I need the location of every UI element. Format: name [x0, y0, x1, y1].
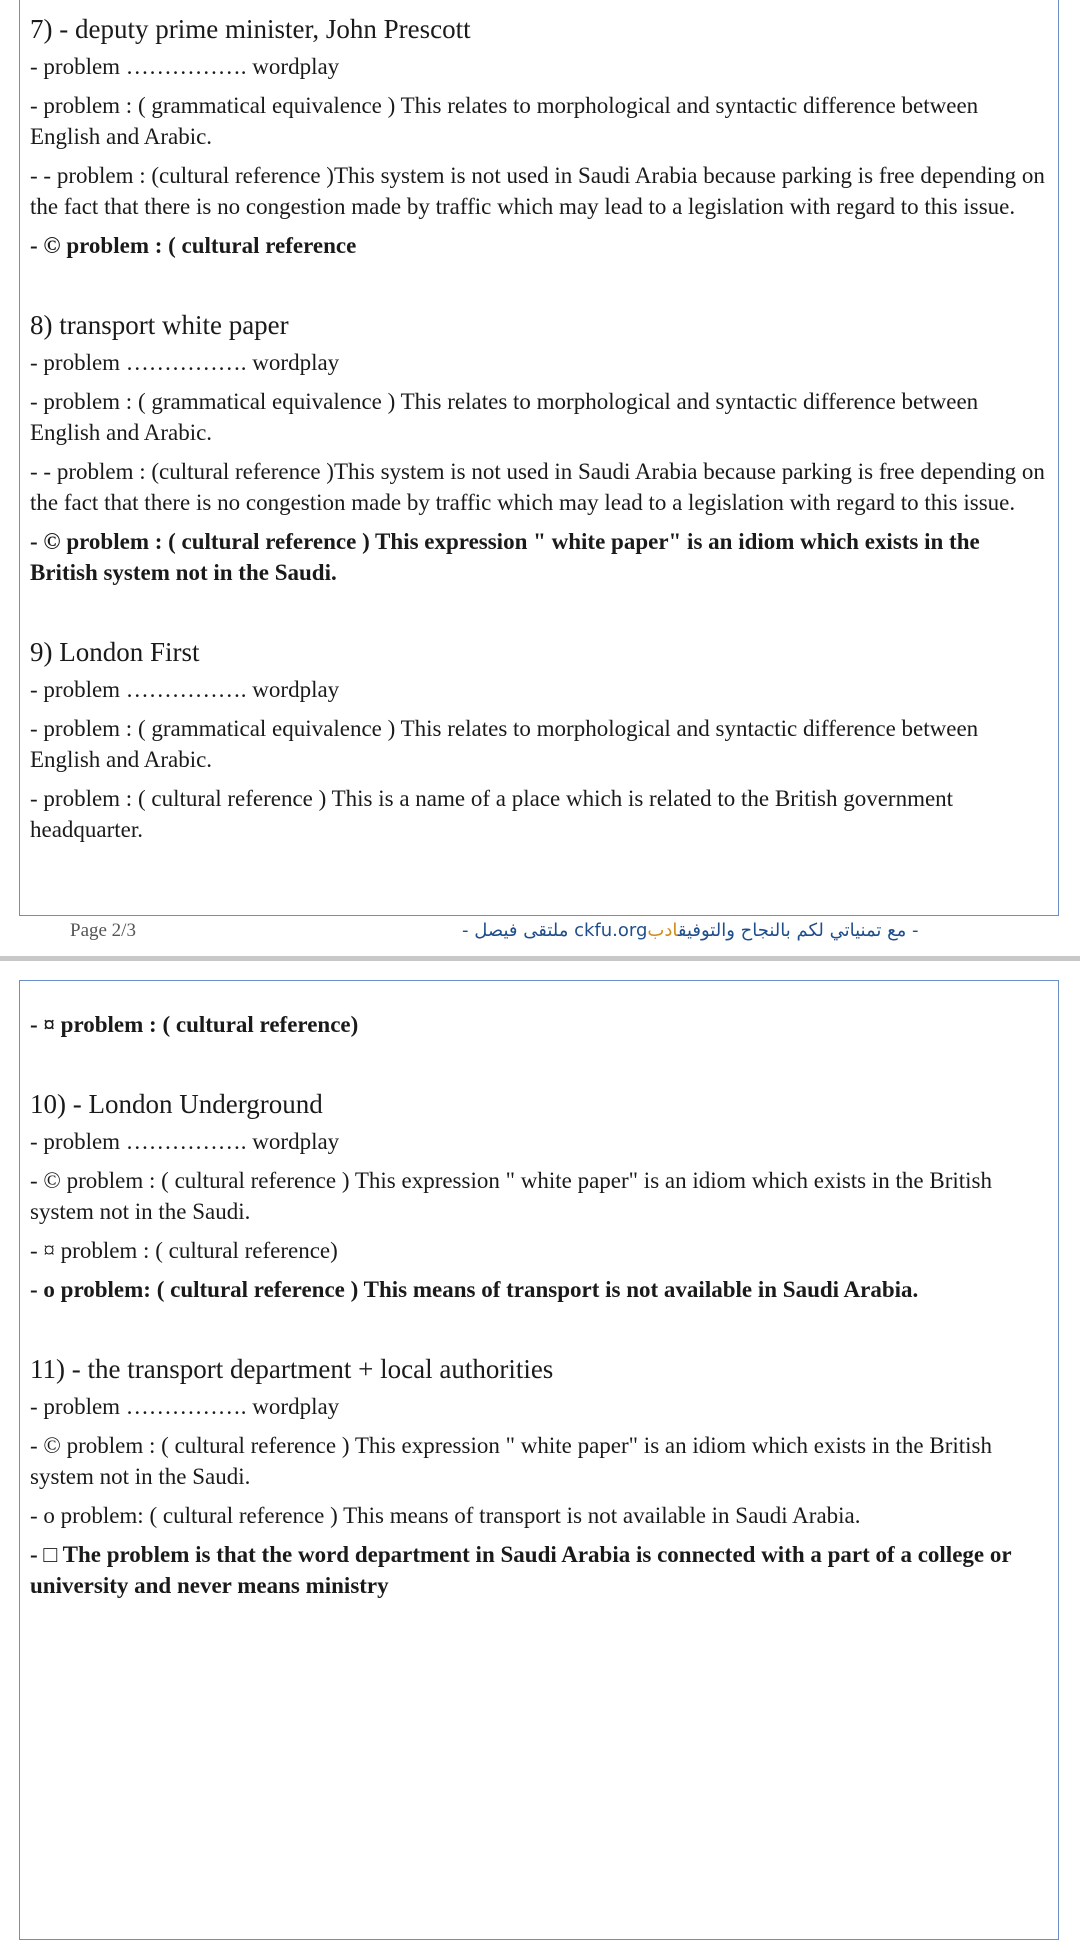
paragraph: - - problem : (cultural reference )This system is not used in Saudi Arabia because parking is free depending on the fact that there is no congestion made by traffic which may lead to a legislation with regard to this issue.	[30, 163, 1045, 219]
paragraph: - problem ……………. wordplay	[30, 54, 340, 79]
document-page-2	[19, 980, 1059, 1940]
paragraph-bold: - ¤ problem : ( cultural reference)	[30, 1012, 359, 1037]
paragraph: - problem : ( grammatical equivalence ) This relates to morphological and syntactic difference between English and Arabic.	[30, 389, 979, 445]
paragraph: - problem ……………. wordplay	[30, 350, 340, 375]
document-page-1	[19, 0, 1059, 916]
paragraph: - problem : ( grammatical equivalence ) This relates to morphological and syntactic difference between English and Arabic.	[30, 93, 979, 149]
section-heading: 7) - deputy prime minister, John Prescott	[30, 14, 471, 44]
page-number: Page 2/3	[70, 920, 136, 941]
paragraph-bold: - o problem: ( cultural reference ) This means of transport is not available in Saudi Arabia.	[30, 1277, 919, 1302]
footer-site-suffix: - مع تمنياتي لكم بالنجاح والتوفيق	[677, 920, 919, 941]
paragraph: - problem : ( cultural reference ) This is a name of a place which is related to the British government headquarter.	[30, 786, 954, 842]
spacer	[30, 269, 1048, 295]
paragraph-bold: - □ The problem is that the word department in Saudi Arabia is connected with a part of a college or university and never means ministry	[30, 1542, 1012, 1598]
paragraph: - - problem : (cultural reference )This system is not used in Saudi Arabia because parking is free depending on the fact that there is no congestion made by traffic which may lead to a legislation with regard to this issue.	[30, 459, 1045, 515]
paragraph: - problem ……………. wordplay	[30, 1129, 340, 1154]
footer-site-org: ادب	[647, 920, 678, 941]
page-separator	[0, 956, 1080, 961]
paragraph-bold: - © problem : ( cultural reference ) This expression " white paper" is an idiom which exists in the British system not in the Saudi.	[30, 529, 980, 585]
page-footer	[0, 916, 1080, 946]
section-heading: 9) London First	[30, 637, 200, 667]
paragraph: - problem : ( grammatical equivalence ) This relates to morphological and syntactic difference between English and Arabic.	[30, 716, 979, 772]
footer-site-prefix: ckfu.org ملتقى فيصل -	[462, 920, 648, 941]
spacer	[30, 1048, 1048, 1074]
paragraph: - © problem : ( cultural reference ) This expression " white paper" is an idiom which exists in the British system not in the Saudi.	[30, 1433, 992, 1489]
spacer	[30, 596, 1048, 622]
paragraph-bold: - © problem : ( cultural reference	[30, 233, 357, 258]
paragraph: - © problem : ( cultural reference ) This expression " white paper" is an idiom which exists in the British system not in the Saudi.	[30, 1168, 992, 1224]
paragraph: - o problem: ( cultural reference ) This means of transport is not available in Saudi Arabia.	[30, 1503, 861, 1528]
paragraph: - problem ……………. wordplay	[30, 1394, 340, 1419]
paragraph: - problem ……………. wordplay	[30, 677, 340, 702]
section-heading: 11) - the transport department + local authorities	[30, 1354, 554, 1384]
footer-site-credit	[462, 916, 919, 946]
section-heading: 8) transport white paper	[30, 310, 289, 340]
section-heading: 10) - London Underground	[30, 1089, 323, 1119]
spacer	[30, 1313, 1048, 1339]
paragraph: - ¤ problem : ( cultural reference)	[30, 1238, 338, 1263]
